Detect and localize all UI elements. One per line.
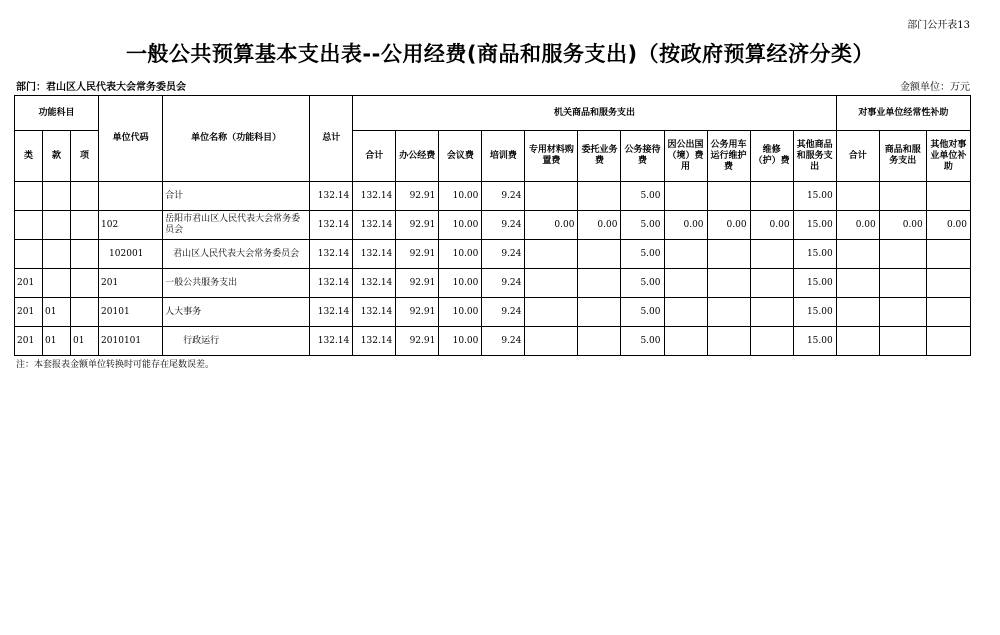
cell-amount: 132.14 bbox=[353, 298, 396, 327]
cell-amount: 5.00 bbox=[621, 211, 664, 240]
cell-amount bbox=[525, 182, 578, 211]
table-row bbox=[15, 211, 971, 240]
header-col: 办公经费 bbox=[396, 131, 439, 182]
header-col: 公务接待费 bbox=[621, 131, 664, 182]
cell-amount bbox=[664, 327, 707, 356]
cell-amount bbox=[525, 240, 578, 269]
cell-amount bbox=[836, 269, 879, 298]
cell-amount bbox=[750, 182, 793, 211]
cell-amount: 132.14 bbox=[310, 182, 353, 211]
cell-amount: 132.14 bbox=[310, 269, 353, 298]
cell-amount bbox=[879, 327, 926, 356]
cell-amount bbox=[879, 269, 926, 298]
cell-amount: 10.00 bbox=[439, 298, 482, 327]
cell-amount: 0.00 bbox=[525, 211, 578, 240]
cell-amount: 92.91 bbox=[396, 211, 439, 240]
cell-amount bbox=[578, 240, 621, 269]
cell-amount: 9.24 bbox=[482, 182, 525, 211]
header-func-subject: 功能科目 bbox=[15, 96, 99, 131]
cell-amount bbox=[926, 298, 970, 327]
cell-unit-code: 201 bbox=[99, 269, 163, 298]
table-row bbox=[15, 327, 971, 356]
cell-amount bbox=[836, 298, 879, 327]
cell-amount: 10.00 bbox=[439, 269, 482, 298]
cell-xiang bbox=[71, 298, 99, 327]
cell-amount: 9.24 bbox=[482, 298, 525, 327]
cell-xiang bbox=[71, 240, 99, 269]
header-col: 其他商品和服务支出 bbox=[793, 131, 836, 182]
cell-amount bbox=[525, 298, 578, 327]
cell-amount: 92.91 bbox=[396, 298, 439, 327]
cell-amount: 5.00 bbox=[621, 269, 664, 298]
header-unit-name: 单位名称（功能科目） bbox=[163, 96, 310, 182]
cell-amount: 15.00 bbox=[793, 182, 836, 211]
cell-amount: 15.00 bbox=[793, 327, 836, 356]
cell-unit-name: 岳阳市君山区人民代表大会常务委员会 bbox=[163, 211, 310, 240]
header-col: 合计 bbox=[836, 131, 879, 182]
cell-unit-name: 合计 bbox=[163, 182, 310, 211]
table-number-label: 部门公开表13 bbox=[907, 20, 970, 31]
cell-amount: 0.00 bbox=[707, 211, 750, 240]
cell-amount: 10.00 bbox=[439, 327, 482, 356]
cell-amount: 92.91 bbox=[396, 182, 439, 211]
header-kuan: 款 bbox=[43, 131, 71, 182]
cell-amount bbox=[750, 269, 793, 298]
cell-lei bbox=[15, 240, 43, 269]
header-lei: 类 bbox=[15, 131, 43, 182]
cell-amount bbox=[707, 182, 750, 211]
cell-amount bbox=[836, 182, 879, 211]
amount-unit-label: 金额单位：万元 bbox=[900, 82, 970, 93]
cell-amount: 132.14 bbox=[310, 240, 353, 269]
cell-amount: 0.00 bbox=[836, 211, 879, 240]
header-subsidy: 对事业单位经常性补助 bbox=[836, 96, 970, 131]
header-col: 专用材料购置费 bbox=[525, 131, 578, 182]
cell-amount: 9.24 bbox=[482, 211, 525, 240]
header-col: 维修（护）费 bbox=[750, 131, 793, 182]
cell-amount bbox=[926, 182, 970, 211]
cell-amount bbox=[525, 269, 578, 298]
cell-unit-code: 102001 bbox=[99, 240, 163, 269]
cell-amount bbox=[664, 269, 707, 298]
budget-table bbox=[14, 95, 971, 356]
department-label: 部门：君山区人民代表大会常务委员会 bbox=[16, 82, 186, 93]
cell-amount: 5.00 bbox=[621, 182, 664, 211]
cell-lei bbox=[15, 182, 43, 211]
cell-amount bbox=[750, 298, 793, 327]
header-col: 公务用车运行维护费 bbox=[707, 131, 750, 182]
cell-amount: 5.00 bbox=[621, 327, 664, 356]
cell-amount bbox=[664, 240, 707, 269]
cell-amount bbox=[707, 298, 750, 327]
cell-amount: 10.00 bbox=[439, 211, 482, 240]
cell-amount: 15.00 bbox=[793, 211, 836, 240]
cell-amount: 0.00 bbox=[664, 211, 707, 240]
cell-amount: 132.14 bbox=[310, 298, 353, 327]
cell-amount bbox=[578, 269, 621, 298]
cell-amount: 15.00 bbox=[793, 269, 836, 298]
cell-lei: 201 bbox=[15, 298, 43, 327]
header-unit-code: 单位代码 bbox=[99, 96, 163, 182]
cell-lei bbox=[15, 211, 43, 240]
header-goods-services: 机关商品和服务支出 bbox=[353, 96, 836, 131]
cell-amount: 10.00 bbox=[439, 182, 482, 211]
table-row bbox=[15, 269, 971, 298]
cell-amount: 0.00 bbox=[578, 211, 621, 240]
cell-amount: 132.14 bbox=[353, 211, 396, 240]
cell-amount: 92.91 bbox=[396, 240, 439, 269]
header-col: 合计 bbox=[353, 131, 396, 182]
cell-amount bbox=[707, 327, 750, 356]
cell-amount bbox=[926, 269, 970, 298]
cell-amount bbox=[664, 182, 707, 211]
header-col: 其他对事业单位补助 bbox=[926, 131, 970, 182]
cell-amount bbox=[578, 298, 621, 327]
table-row bbox=[15, 240, 971, 269]
cell-amount: 5.00 bbox=[621, 298, 664, 327]
cell-xiang bbox=[71, 182, 99, 211]
header-col: 因公出国（境）费用 bbox=[664, 131, 707, 182]
table-row bbox=[15, 298, 971, 327]
cell-amount bbox=[879, 298, 926, 327]
cell-amount bbox=[879, 182, 926, 211]
cell-amount bbox=[578, 327, 621, 356]
cell-kuan bbox=[43, 182, 71, 211]
cell-amount bbox=[750, 327, 793, 356]
footnote: 注：本套报表金额单位转换时可能存在尾数误差。 bbox=[16, 360, 215, 370]
cell-amount: 10.00 bbox=[439, 240, 482, 269]
cell-unit-name: 人大事务 bbox=[163, 298, 310, 327]
cell-amount bbox=[926, 327, 970, 356]
cell-amount: 132.14 bbox=[353, 327, 396, 356]
cell-amount: 0.00 bbox=[879, 211, 926, 240]
cell-unit-name: 行政运行 bbox=[163, 327, 310, 356]
cell-amount bbox=[578, 182, 621, 211]
cell-amount: 132.14 bbox=[353, 240, 396, 269]
cell-amount: 9.24 bbox=[482, 240, 525, 269]
cell-amount: 92.91 bbox=[396, 327, 439, 356]
page-title: 一般公共预算基本支出表--公用经费(商品和服务支出)（按政府预算经济分类） bbox=[125, 42, 875, 66]
cell-amount bbox=[750, 240, 793, 269]
cell-xiang: 01 bbox=[71, 327, 99, 356]
cell-lei: 201 bbox=[15, 269, 43, 298]
cell-unit-name: 一般公共服务支出 bbox=[163, 269, 310, 298]
cell-unit-code: 102 bbox=[99, 211, 163, 240]
header-col: 培训费 bbox=[482, 131, 525, 182]
cell-amount: 15.00 bbox=[793, 240, 836, 269]
cell-amount bbox=[836, 240, 879, 269]
cell-amount bbox=[926, 240, 970, 269]
cell-xiang bbox=[71, 211, 99, 240]
cell-amount: 0.00 bbox=[926, 211, 970, 240]
cell-amount: 92.91 bbox=[396, 269, 439, 298]
cell-unit-code bbox=[99, 182, 163, 211]
header-xiang: 项 bbox=[71, 131, 99, 182]
cell-amount bbox=[664, 298, 707, 327]
cell-kuan bbox=[43, 269, 71, 298]
header-total: 总计 bbox=[310, 96, 353, 182]
cell-lei: 201 bbox=[15, 327, 43, 356]
cell-amount: 15.00 bbox=[793, 298, 836, 327]
cell-kuan bbox=[43, 240, 71, 269]
header-col: 会议费 bbox=[439, 131, 482, 182]
cell-amount: 5.00 bbox=[621, 240, 664, 269]
cell-amount: 9.24 bbox=[482, 269, 525, 298]
cell-amount: 132.14 bbox=[310, 211, 353, 240]
cell-amount bbox=[707, 240, 750, 269]
cell-amount bbox=[707, 269, 750, 298]
cell-unit-name: 君山区人民代表大会常务委员会 bbox=[163, 240, 310, 269]
cell-amount: 0.00 bbox=[750, 211, 793, 240]
cell-amount: 132.14 bbox=[353, 182, 396, 211]
cell-amount bbox=[525, 327, 578, 356]
cell-kuan: 01 bbox=[43, 327, 71, 356]
cell-unit-code: 2010101 bbox=[99, 327, 163, 356]
cell-kuan: 01 bbox=[43, 298, 71, 327]
table-row bbox=[15, 182, 971, 211]
cell-amount: 132.14 bbox=[353, 269, 396, 298]
cell-unit-code: 20101 bbox=[99, 298, 163, 327]
cell-amount bbox=[836, 327, 879, 356]
cell-amount: 132.14 bbox=[310, 327, 353, 356]
cell-amount bbox=[879, 240, 926, 269]
cell-kuan bbox=[43, 211, 71, 240]
header-col: 商品和服务支出 bbox=[879, 131, 926, 182]
cell-amount: 9.24 bbox=[482, 327, 525, 356]
cell-xiang bbox=[71, 269, 99, 298]
header-col: 委托业务费 bbox=[578, 131, 621, 182]
